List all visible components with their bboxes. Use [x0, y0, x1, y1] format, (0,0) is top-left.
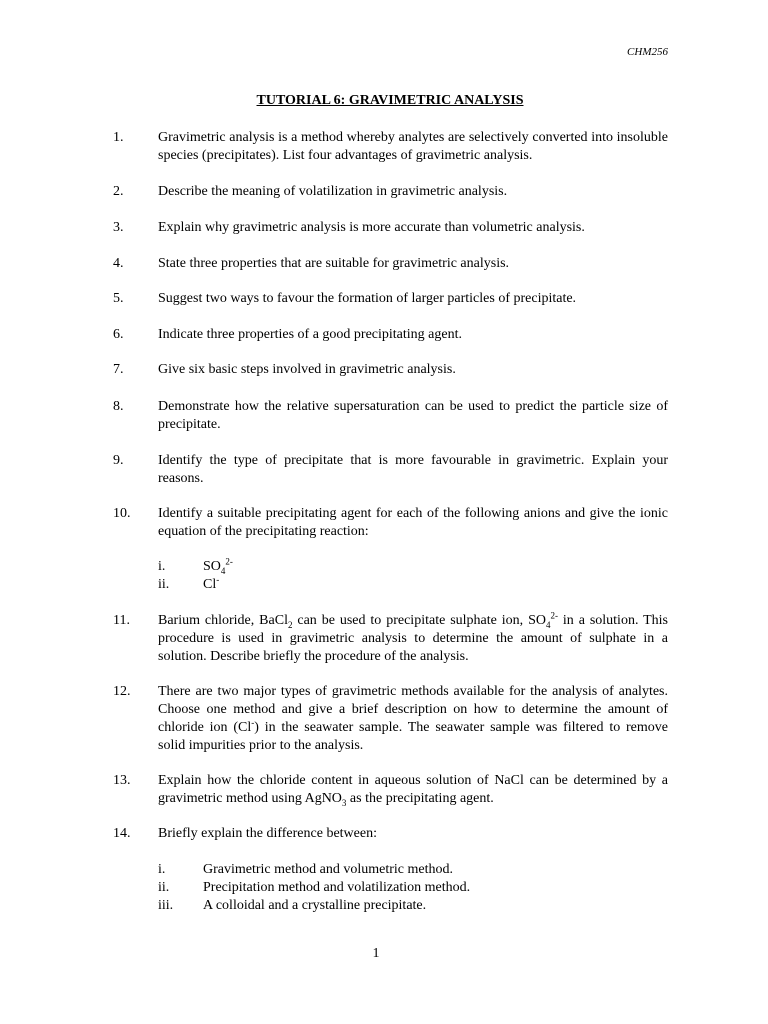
question-text: There are two major types of gravimetric methods available for the analysis of analytes. Choose one method and give a brief description on how to determine the amount of chloride ion (Cl-) in the seawater sample. The seawater sample was filtered to remove solid impurities prior to the analysis.: [158, 684, 668, 753]
item-number: ii.: [158, 880, 170, 895]
question-text: Demonstrate how the relative supersaturation can be used to predict the particle size of precipitate.: [158, 399, 668, 432]
question-text: Identify a suitable precipitating agent for each of the following anions and give the ionic equation of the precipitating reaction:: [158, 506, 668, 539]
question-text: Describe the meaning of volatilization in gravimetric analysis.: [158, 184, 508, 199]
anion-formula: Cl-: [203, 574, 220, 592]
item-number: iii.: [158, 898, 174, 913]
question-8: [113, 398, 668, 434]
question-number: 3.: [113, 220, 124, 235]
course-code: CHM256: [627, 46, 668, 58]
question-number: 9.: [113, 453, 124, 468]
question-number: 10.: [113, 506, 131, 521]
question-text: Suggest two ways to favour the formation of larger particles of precipitate.: [158, 291, 577, 306]
question-11: [113, 612, 668, 666]
question-text: Barium chloride, BaCl$_2$ can be used to precipitate sulphate ion, $SO_4^{2-}$ in a solution. This procedure is used in gravimetric analysis to determine the amount of sulphate in a solution. Describe briefly the procedure of the analysis.: [158, 610, 668, 664]
question-text: Indicate three properties of a good precipitating agent.: [158, 327, 462, 342]
question-10: [113, 505, 668, 541]
question-number: 8.: [113, 399, 124, 414]
item-number: ii.: [158, 577, 170, 592]
question-4: [113, 255, 668, 273]
question-number: 11.: [113, 613, 130, 628]
item-number: i.: [158, 559, 166, 574]
question-text: State three properties that are suitable for gravimetric analysis.: [158, 256, 510, 271]
question-text: Explain why gravimetric analysis is more accurate than volumetric analysis.: [158, 220, 585, 235]
question-text: Give six basic steps involved in gravimetric analysis.: [158, 362, 456, 377]
question-5: [113, 290, 668, 308]
question-number: 14.: [113, 826, 131, 841]
question-text: Explain how the chloride content in aqueous solution of NaCl can be determined by a gravimetric method using AgNO$_3$ as the precipitating agent.: [158, 773, 668, 808]
question-number: 7.: [113, 362, 124, 377]
question-text: Briefly explain the difference between:: [158, 826, 377, 841]
question-2: [113, 183, 668, 201]
question-number: 5.: [113, 291, 124, 306]
item-text: A colloidal and a crystalline precipitate.: [203, 898, 427, 913]
question-6: [113, 326, 668, 344]
question-1: [113, 129, 668, 165]
item-text: Precipitation method and volatilization method.: [203, 880, 471, 895]
question-7: [113, 361, 668, 379]
question-12: [113, 683, 668, 755]
question-9: [113, 452, 668, 488]
question-14: [113, 825, 668, 843]
question-13: [113, 772, 668, 808]
page-title: TUTORIAL 6: GRAVIMETRIC ANALYSIS: [256, 93, 524, 108]
question-text: Identify the type of precipitate that is more favourable in gravimetric. Explain your reasons.: [158, 453, 668, 486]
question-number: 6.: [113, 327, 124, 342]
anion-formula: $SO_4^{2-}$: [203, 556, 233, 576]
question-number: 13.: [113, 773, 131, 788]
question-number: 2.: [113, 184, 124, 199]
item-number: i.: [158, 862, 166, 877]
item-text: Gravimetric method and volumetric method.: [203, 862, 453, 877]
page-number: 1: [372, 946, 380, 961]
question-text: Gravimetric analysis is a method whereby analytes are selectively converted into insoluble species (precipitates). List four advantages of gravimetric analysis.: [158, 130, 668, 163]
question-number: 4.: [113, 256, 124, 271]
question-number: 1.: [113, 130, 124, 145]
question-3: [113, 219, 668, 237]
question-number: 12.: [113, 684, 131, 699]
